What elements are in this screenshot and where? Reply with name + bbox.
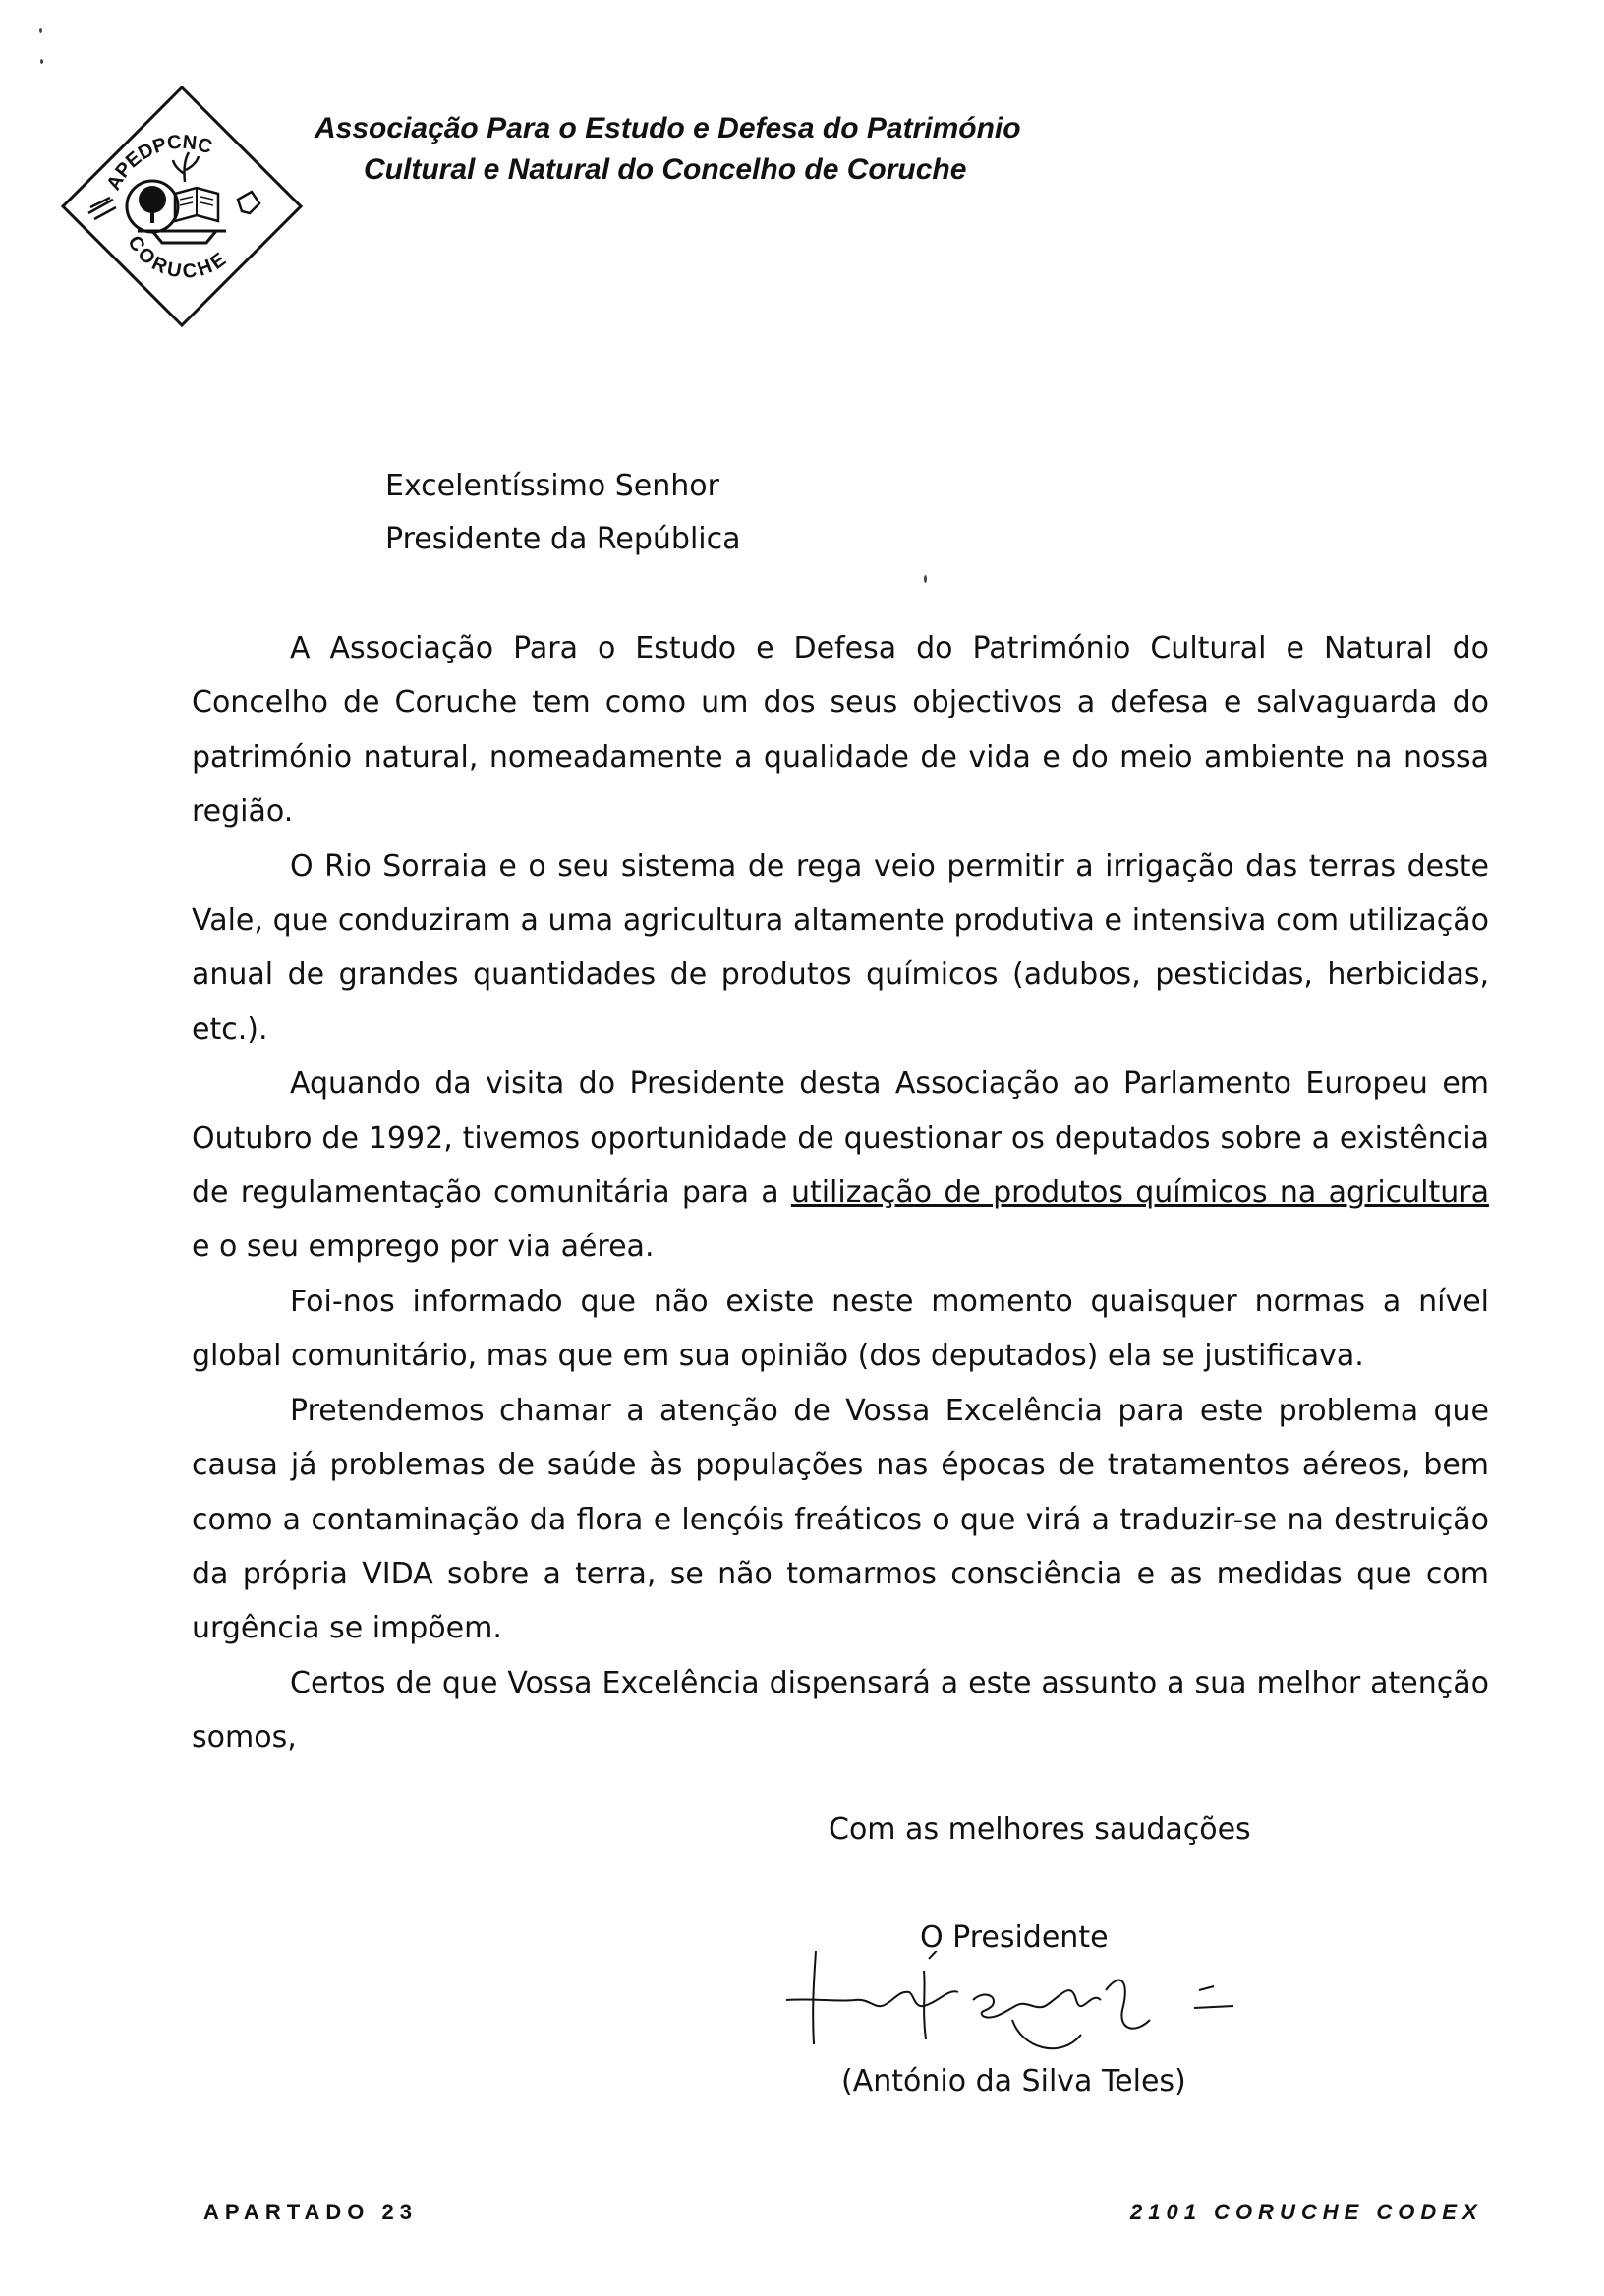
body-paragraph: O Rio Sorraia e o seu sistema de rega veio permitir a irrigação das terras deste Vale, que conduziram a uma agricultura altamente produtiva e intensiva com utilização anual de grandes quantidades de produtos químicos (adubos, pesticidas, herbicidas, etc.).: [192, 848, 1489, 1047]
signatory-name: (António da Silva Teles): [841, 2064, 1186, 2098]
letterhead-title: [315, 108, 1021, 191]
salutation: [385, 460, 741, 566]
body-paragraph: [192, 1057, 1489, 1275]
svg-text:CORUCHE: [123, 232, 232, 283]
body-paragraph: Pretendemos chamar a atenção de Vossa Excelência para este problema que causa já problemas de saúde às populações nas épocas de tratamentos aéreos, bem como a contaminação da flora e lençóis freáticos o que virá a traduzir-se na destruição da própria VIDA sobre a terra, se não tomarmos consciência e as medidas que com urgência se impõem.: [192, 1393, 1489, 1646]
letterhead-line-1: Associação Para o Estudo e Defesa do Património: [315, 112, 1021, 144]
salutation-line-1: Excelentíssimo Senhor: [385, 469, 719, 503]
footer-address: APARTADO 23: [203, 2200, 418, 2224]
body-paragraph: A Associação Para o Estudo e Defesa do Património Cultural e Natural do Concelho de Coruche tem como um dos seus objectivos a defesa e salvaguarda do património natural, nomeadamente a qualidade de vida e do meio ambiente na nossa região.: [192, 631, 1489, 830]
body-text-segment: Aquando da visita do Presidente desta Associação ao Parlamento Europeu em Outubro de 1992, tivemos oportunidade de questionar os deputados sobre a existência de regulamentação comunitária para a: [192, 1066, 1489, 1211]
letterhead-line-2: Cultural e Natural do Concelho de Coruche: [364, 153, 967, 186]
underlined-phrase: utilização de produtos químicos na agricultura: [790, 1176, 1489, 1211]
body-paragraph: Certos de que Vossa Excelência dispensará a este assunto a sua melhor atenção somos,: [192, 1665, 1489, 1755]
association-logo: [59, 84, 305, 329]
footer-postal-code: 2101 CORUCHE CODEX: [1130, 2200, 1483, 2224]
handwritten-signature: [776, 1951, 1268, 2064]
logo-bottom-text: CORUCHE: [123, 232, 233, 283]
salutation-line-2: Presidente da República: [385, 522, 741, 556]
scan-speck: [39, 28, 42, 33]
logo-top-text: APEDPCNC: [102, 131, 215, 195]
letter-body: [192, 621, 1489, 1765]
scan-speck: [40, 59, 43, 64]
scan-speck: [924, 575, 927, 583]
signatory-title: O Presidente: [920, 1921, 1109, 1955]
closing-greeting: Com as melhores saudações: [829, 1812, 1251, 1847]
body-text-segment: e o seu emprego por via aérea.: [192, 1230, 655, 1265]
svg-text:APEDPCNC: [103, 132, 215, 194]
body-paragraph: Foi-nos informado que não existe neste momento quaisquer normas a nível global comunitário, mas que em sua opinião (dos deputados) ela se justificava.: [192, 1284, 1489, 1374]
